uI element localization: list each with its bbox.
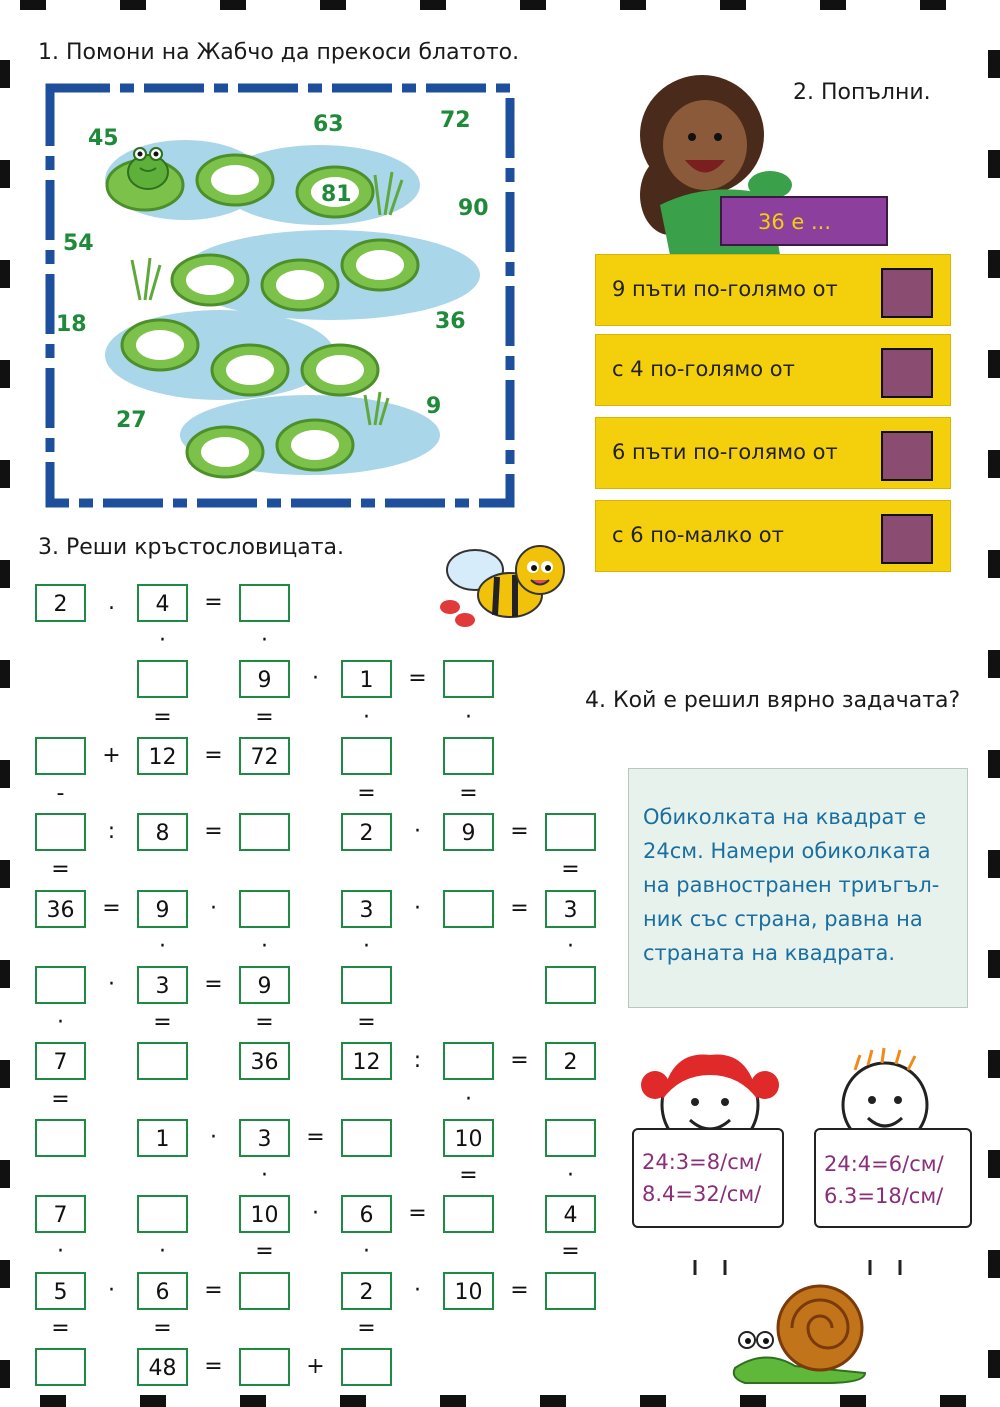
number-label: 72: [440, 108, 471, 133]
lily-pad-number: 81: [321, 182, 352, 207]
board-line: 8.4=32/см/: [642, 1182, 762, 1206]
crossword-cell: 12: [341, 1042, 392, 1080]
crossword-operator: ·: [363, 704, 370, 730]
crossword-operator: +: [102, 742, 121, 768]
task4-title: 4. Кой е решил вярно задачата?: [585, 688, 961, 713]
boy-answer-board: [814, 1128, 972, 1228]
crossword-cell: 36: [35, 890, 86, 928]
board-line: 24:4=6/см/: [824, 1152, 944, 1176]
crossword-operator: =: [153, 1315, 172, 1341]
border-dash: [0, 960, 10, 988]
crossword-cell: 2: [341, 813, 392, 851]
border-dash: [988, 650, 1000, 678]
crossword-cell[interactable]: [35, 1119, 86, 1157]
number-label: 54: [63, 231, 94, 256]
border-dash: [520, 0, 546, 10]
crossword-operator: =: [153, 1010, 172, 1036]
crossword-cell[interactable]: [239, 584, 290, 622]
problem-line: Обиколката на квадрат е: [643, 805, 927, 829]
border-dash: [440, 1395, 466, 1407]
border-dash: [988, 550, 1000, 578]
border-dash: [420, 0, 446, 10]
crossword-operator: ·: [210, 1124, 217, 1150]
border-dash: [640, 1395, 666, 1407]
border-dash: [120, 0, 146, 10]
border-dash: [0, 860, 10, 888]
crossword-operator: ·: [414, 895, 421, 921]
crossword-cell: 9: [239, 660, 290, 698]
crossword-cell[interactable]: [137, 660, 188, 698]
crossword-operator: =: [255, 1010, 274, 1036]
crossword-cell: 6: [137, 1272, 188, 1310]
crossword-operator: =: [459, 781, 478, 806]
crossword-operator: ·: [414, 819, 421, 845]
number-label: 90: [458, 196, 489, 221]
crossword-operator: =: [102, 895, 121, 921]
crossword-operator: =: [51, 857, 70, 883]
crossword-cell: 8: [137, 813, 188, 851]
crossword-cell[interactable]: [443, 890, 494, 928]
fill-row: [595, 417, 951, 489]
problem-line: ник със страна, равна на: [643, 907, 923, 931]
border-dash: [988, 350, 1000, 378]
crossword-cell: 72: [239, 737, 290, 775]
crossword-cell[interactable]: [341, 737, 392, 775]
fill-row: [595, 254, 951, 326]
crossword-operator: .: [108, 590, 115, 615]
border-dash: [720, 0, 746, 10]
border-dash: [0, 660, 10, 688]
border-dash: [988, 50, 1000, 78]
crossword-cell: 9: [239, 966, 290, 1004]
crossword-cell: 2: [545, 1042, 596, 1080]
crossword-cell[interactable]: [443, 737, 494, 775]
problem-line: на равностранен триъгъл-: [643, 873, 940, 897]
border-dash: [340, 1395, 366, 1407]
crossword-cell[interactable]: [545, 1272, 596, 1310]
crossword-operator: =: [357, 1010, 376, 1036]
crossword-cell: 4: [137, 584, 188, 622]
crossword-operator: ·: [108, 1277, 115, 1303]
problem-card: [628, 768, 968, 1008]
border-dash: [0, 60, 10, 88]
crossword-operator: =: [357, 1315, 376, 1341]
crossword-operator: =: [204, 1354, 223, 1379]
border-dash: [0, 560, 10, 588]
crossword-cell[interactable]: [137, 1195, 188, 1233]
crossword-operator: =: [510, 1277, 529, 1303]
crossword-cell: 48: [137, 1348, 188, 1386]
border-dash: [920, 0, 946, 10]
border-dash: [940, 1395, 966, 1407]
crossword-operator: ·: [261, 933, 268, 959]
problem-line: страната на квадрата.: [643, 941, 896, 965]
crossword-cell: 3: [545, 890, 596, 928]
crossword-operator: +: [306, 1354, 325, 1379]
bee-illustration: [435, 525, 585, 630]
crossword-operator: :: [413, 1048, 422, 1074]
border-dash: [0, 360, 10, 388]
crossword-cell: 10: [443, 1119, 494, 1157]
border-dash: [0, 760, 10, 788]
crossword-operator: ·: [363, 1239, 370, 1265]
crossword-operator: =: [561, 1239, 580, 1265]
border-dash: [0, 1160, 10, 1188]
crossword-cell[interactable]: [239, 890, 290, 928]
border-dash: [988, 850, 1000, 878]
crossword-cell: 9: [137, 890, 188, 928]
crossword-operator: =: [204, 972, 223, 997]
crossword-cell[interactable]: [35, 737, 86, 775]
crossword-operator: =: [306, 1124, 325, 1150]
task2-title: 2. Попълни.: [793, 80, 931, 105]
crossword-cell: 7: [35, 1042, 86, 1080]
crossword-operator: ·: [465, 1086, 472, 1112]
problem-line: 24см. Намери обиколката: [643, 839, 931, 863]
crossword-cell[interactable]: [239, 1348, 290, 1386]
number-label: 36: [435, 309, 466, 334]
border-dash: [988, 1050, 1000, 1078]
crossword-operator: =: [510, 819, 529, 845]
crossword-cell[interactable]: [35, 966, 86, 1004]
number-label: 45: [88, 126, 119, 151]
prompt-box: [720, 196, 888, 246]
crossword-operator: =: [204, 1277, 223, 1303]
crossword-operator: =: [408, 1201, 427, 1227]
crossword-operator: =: [357, 781, 376, 806]
crossword-operator: =: [204, 819, 223, 845]
border-dash: [40, 1395, 66, 1407]
crossword-operator: =: [51, 1315, 70, 1341]
crossword-operator: ·: [57, 1239, 64, 1265]
border-dash: [840, 1395, 866, 1407]
number-label: 9: [426, 394, 442, 419]
crossword-cell[interactable]: [341, 1119, 392, 1157]
crossword-cell[interactable]: [239, 813, 290, 851]
snail-illustration: [725, 1278, 875, 1388]
crossword-operator: =: [255, 704, 274, 730]
crossword-cell: 5: [35, 1272, 86, 1310]
border-dash: [240, 1395, 266, 1407]
crossword-operator: ·: [210, 895, 217, 921]
crossword-operator: ·: [159, 628, 166, 654]
crossword-cell[interactable]: [443, 660, 494, 698]
crossword-cell: 4: [545, 1195, 596, 1233]
border-dash: [0, 1360, 10, 1388]
border-dash: [820, 0, 846, 10]
crossword-cell[interactable]: [35, 1348, 86, 1386]
crossword-operator: ·: [159, 933, 166, 959]
crossword-cell[interactable]: [341, 1348, 392, 1386]
crossword-cell: 9: [443, 813, 494, 851]
border-dash: [988, 150, 1000, 178]
crossword-operator: =: [153, 704, 172, 730]
border-dash: [988, 250, 1000, 278]
number-label: 63: [313, 112, 344, 137]
fill-row: [595, 334, 951, 406]
crossword-operator: -: [56, 781, 65, 806]
crossword-cell: 1: [341, 660, 392, 698]
crossword-operator: ·: [159, 1239, 166, 1265]
number-label: 27: [116, 408, 147, 433]
crossword-operator: =: [510, 895, 529, 921]
crossword-operator: =: [561, 857, 580, 883]
crossword-cell[interactable]: [239, 1272, 290, 1310]
border-dash: [988, 1150, 1000, 1178]
border-dash: [0, 1260, 10, 1288]
board-line: 6.3=18/см/: [824, 1184, 944, 1208]
number-label: 18: [56, 312, 87, 337]
task1-title: 1. Помони на Жабчо да прекоси блатото.: [38, 40, 520, 65]
girl-answer-board: [632, 1128, 784, 1228]
answer-box[interactable]: [881, 514, 933, 564]
crossword-operator: ·: [567, 1163, 574, 1188]
border-dash: [620, 0, 646, 10]
fill-row-label: 9 пъти по-голямо от: [612, 277, 838, 301]
border-dash: [0, 460, 10, 488]
crossword-operator: ·: [312, 1201, 319, 1227]
crossword-cell[interactable]: [545, 1119, 596, 1157]
crossword-cell: 10: [443, 1272, 494, 1310]
crossword-cell: 36: [239, 1042, 290, 1080]
crossword-cell: 3: [341, 890, 392, 928]
border-dash: [988, 1350, 1000, 1378]
crossword-cell[interactable]: [545, 813, 596, 851]
border-dash: [20, 0, 46, 10]
prompt-text: 36 е ...: [758, 210, 832, 234]
border-dash: [220, 0, 246, 10]
crossword-operator: =: [510, 1048, 529, 1074]
crossword-cell[interactable]: [341, 966, 392, 1004]
border-dash: [988, 1250, 1000, 1278]
crossword-cell: 3: [239, 1119, 290, 1157]
crossword-cell: 2: [341, 1272, 392, 1310]
crossword-cell[interactable]: [137, 1042, 188, 1080]
fill-row: [595, 500, 951, 572]
crossword-operator: =: [459, 1163, 478, 1188]
border-dash: [0, 160, 10, 188]
border-dash: [740, 1395, 766, 1407]
fill-row-label: с 4 по-голямо от: [612, 357, 795, 381]
crossword-cell[interactable]: [443, 1195, 494, 1233]
answer-box[interactable]: [881, 348, 933, 398]
crossword-operator: =: [408, 666, 427, 692]
crossword-cell: 1: [137, 1119, 188, 1157]
crossword-operator: ·: [261, 1163, 268, 1188]
crossword-operator: ·: [108, 972, 115, 997]
answer-box[interactable]: [881, 431, 933, 481]
crossword-cell[interactable]: [545, 966, 596, 1004]
border-dash: [988, 750, 1000, 778]
crossword-operator: ·: [261, 628, 268, 654]
crossword-cell: 3: [137, 966, 188, 1004]
crossword-operator: =: [204, 590, 223, 615]
crossword-cell: 7: [35, 1195, 86, 1233]
fill-row-label: 6 пъти по-голямо от: [612, 440, 838, 464]
border-dash: [320, 0, 346, 10]
board-line: 24:3=8/см/: [642, 1150, 762, 1174]
answer-box[interactable]: [881, 268, 933, 318]
crossword-operator: ·: [465, 704, 472, 730]
crossword-operator: ·: [414, 1277, 421, 1303]
crossword-operator: =: [255, 1239, 274, 1265]
crossword-operator: :: [107, 819, 116, 845]
border-dash: [140, 1395, 166, 1407]
crossword-cell[interactable]: [35, 813, 86, 851]
border-dash: [0, 1060, 10, 1088]
crossword-operator: ·: [363, 933, 370, 959]
crossword-operator: ·: [57, 1010, 64, 1036]
crossword-operator: ·: [312, 666, 319, 692]
crossword-operator: ·: [567, 933, 574, 959]
crossword-cell[interactable]: [443, 1042, 494, 1080]
crossword-cell: 2: [35, 584, 86, 622]
fill-row-label: с 6 по-малко от: [612, 523, 784, 547]
border-dash: [988, 450, 1000, 478]
crossword-cell: 6: [341, 1195, 392, 1233]
task3-title: 3. Реши кръстословицата.: [38, 535, 345, 560]
crossword-cell: 10: [239, 1195, 290, 1233]
crossword-operator: =: [204, 742, 223, 768]
border-dash: [540, 1395, 566, 1407]
crossword-operator: =: [51, 1086, 70, 1112]
border-dash: [0, 260, 10, 288]
frog-icon: [128, 148, 168, 189]
border-dash: [988, 950, 1000, 978]
crossword-cell: 12: [137, 737, 188, 775]
